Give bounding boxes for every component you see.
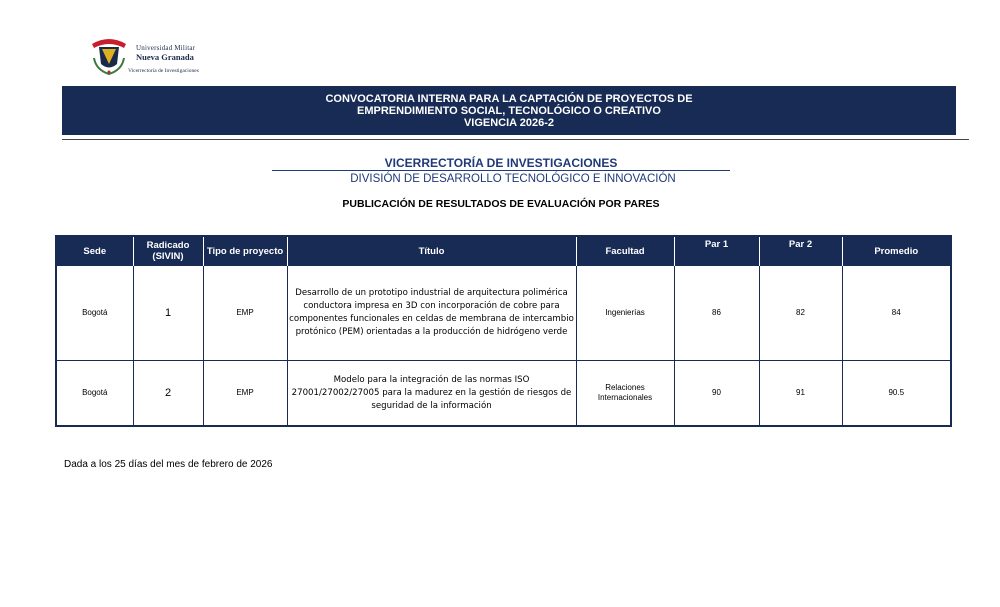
banner-line2: EMPRENDIMIENTO SOCIAL, TECNOLÓGICO O CREATIVO [357, 104, 661, 117]
header-sede: Sede [56, 236, 133, 266]
cell-facultad: Ingenierías [576, 266, 674, 361]
cell-par2: 91 [759, 361, 842, 427]
title-underline-dash [710, 170, 728, 171]
header-par1: Par 1 [674, 236, 759, 266]
header-titulo: Título [287, 236, 576, 266]
cell-radicado: 1 [133, 266, 203, 361]
university-name-line2: Nueva Granada [136, 52, 194, 62]
publication-title: PUBLICACIÓN DE RESULTADOS DE EVALUACIÓN POR PARES [342, 198, 660, 210]
cell-par1: 90 [674, 361, 759, 427]
banner-line1: CONVOCATORIA INTERNA PARA LA CAPTACIÓN DE PROYECTOS DE [325, 92, 693, 105]
issue-date: Dada a los 25 días del mes de febrero de 2026 [64, 459, 273, 470]
vicerrectoria-title [272, 156, 730, 171]
header-tipo: Tipo de proyecto [203, 236, 287, 266]
cell-titulo: Desarrollo de un prototipo industrial de arquitectura polimérica conductora impresa en 3D con incorporación de cobre para componentes funcionales en celdas de membrana de intercambio protónico (PEM) orientadas a la producción de hidrógeno verde [287, 266, 576, 361]
header-promedio: Promedio [842, 236, 951, 266]
cell-promedio: 84 [842, 266, 951, 361]
cell-promedio: 90.5 [842, 361, 951, 427]
cell-par2: 82 [759, 266, 842, 361]
cell-tipo: EMP [203, 266, 287, 361]
university-logo [88, 34, 218, 78]
table-header-row [56, 236, 951, 266]
table-row [56, 266, 951, 361]
header-radicado: Radicado (SIVIN) [133, 236, 203, 266]
call-banner [62, 86, 956, 135]
banner-line3: VIGENCIA 2026-2 [463, 116, 555, 129]
cell-radicado: 2 [133, 361, 203, 427]
division-title: DIVISIÓN DE DESARROLLO TECNOLÓGICO E INNOVACIÓN [350, 173, 676, 185]
logo-subtitle: Vicerrectoría de Investigaciones [128, 68, 199, 74]
header-par2: Par 2 [759, 236, 842, 266]
cell-sede: Bogotá [56, 266, 133, 361]
cell-facultad: Relaciones Internacionales [576, 361, 674, 427]
results-table [55, 235, 952, 427]
cell-titulo: Modelo para la integración de las normas ISO 27001/27002/27005 para la madurez en la gestión de riesgos de seguridad de la información [287, 361, 576, 427]
cell-sede: Bogotá [56, 361, 133, 427]
vicerrectoria-title-text: VICERRECTORÍA DE INVESTIGACIONES [384, 156, 618, 170]
header-facultad: Facultad [576, 236, 674, 266]
university-seal-icon [88, 34, 130, 76]
cell-tipo: EMP [203, 361, 287, 427]
university-name-line1: Universidad Militar [136, 44, 196, 52]
cell-par1: 86 [674, 266, 759, 361]
table-row [56, 361, 951, 427]
header-divider [62, 139, 969, 140]
